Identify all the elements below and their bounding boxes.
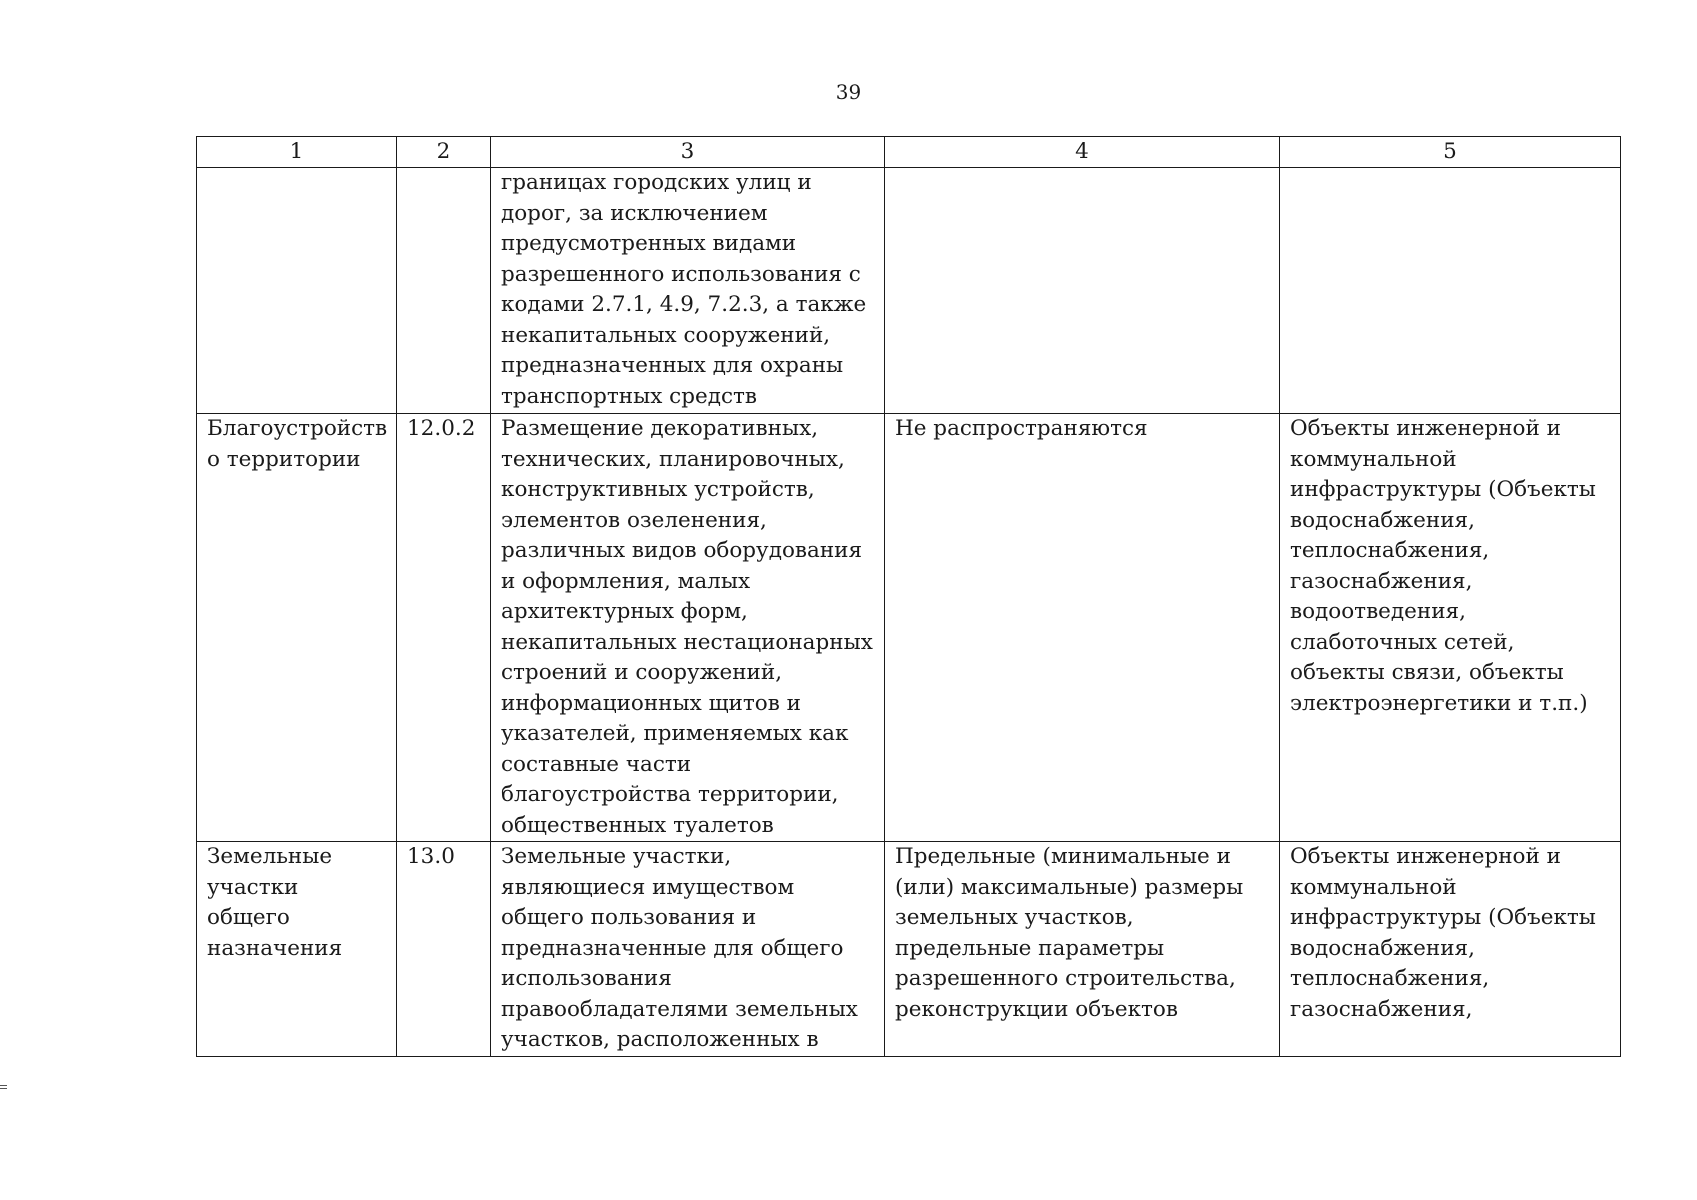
row-name-cell: Благоустройство территории [197,414,397,842]
header-col-2: 2 [397,137,491,168]
table-row [197,168,1621,414]
row-auxiliary-cell: Объекты инженерной и коммунальной инфраструктуры (Объекты водоснабжения, теплоснабжения, газоснабжения, водоотведения, слаботочных сетей, объекты связи, объекты электроэнергетики и т.п.) [1280,414,1621,842]
table-header-row [197,137,1621,168]
scan-edge-mark [0,1085,7,1089]
table-row [197,414,1621,842]
land-use-table [196,136,1621,1057]
row-auxiliary-cell: Объекты инженерной и коммунальной инфраструктуры (Объекты водоснабжения, теплоснабжения, газоснабжения, [1280,842,1621,1057]
row-name-cell: Земельные участки общего назначения [197,842,397,1057]
header-col-3: 3 [491,137,885,168]
header-col-5: 5 [1280,137,1621,168]
row-auxiliary-cell [1280,168,1621,414]
row-code-cell: 12.0.2 [397,414,491,842]
row-code-cell: 13.0 [397,842,491,1057]
page-number: 39 [835,80,862,104]
table-row [197,842,1621,1057]
row-code-cell [397,168,491,414]
row-name-cell [197,168,397,414]
row-parameters-cell: Не распространяются [885,414,1280,842]
header-col-4: 4 [885,137,1280,168]
row-parameters-cell: Предельные (минимальные и (или) максимальные) размеры земельных участков, предельные параметры разрешенного строительства, реконструкции объектов [885,842,1280,1057]
row-parameters-cell [885,168,1280,414]
header-col-1: 1 [197,137,397,168]
row-description-cell: границах городских улиц и дорог, за исключением предусмотренных видами разрешенного использования с кодами 2.7.1, 4.9, 7.2.3, а также некапитальных сооружений, предназначенных для охраны транспортных средств [491,168,885,414]
row-description-cell: Размещение декоративных, технических, планировочных, конструктивных устройств, элементов озеленения, различных видов оборудования и оформления, малых архитектурных форм, некапитальных нестационарных строений и сооружений, информационных щитов и указателей, применяемых как составные части благоустройства территории, общественных туалетов [491,414,885,842]
row-description-cell: Земельные участки, являющиеся имуществом общего пользования и предназначенные для общего использования правообладателями земельных участков, расположенных в [491,842,885,1057]
